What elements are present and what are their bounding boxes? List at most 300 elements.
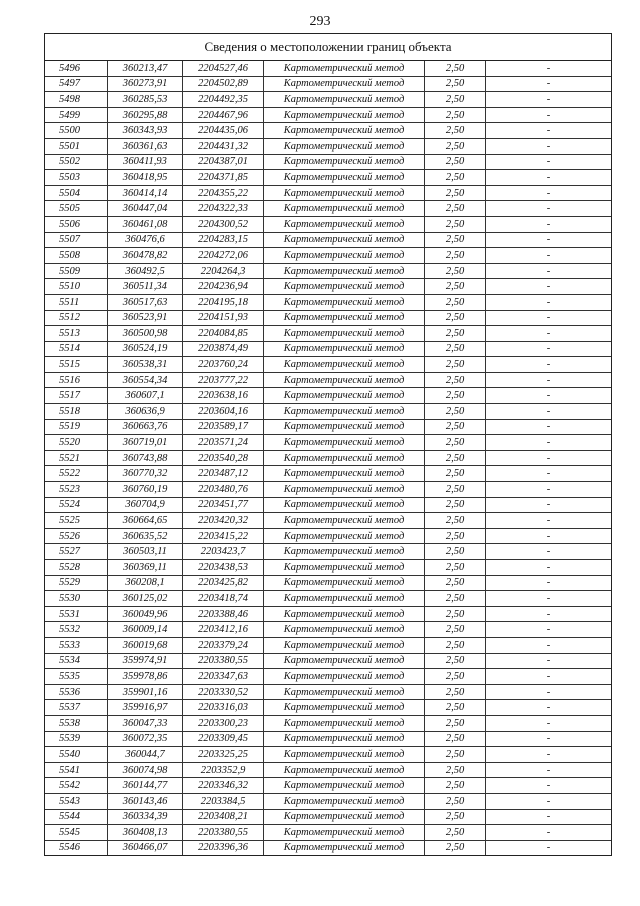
note-cell: -: [486, 263, 612, 279]
method-cell: Картометрический метод: [264, 653, 425, 669]
table-row: [45, 232, 611, 248]
method-cell: Картометрический метод: [264, 170, 425, 186]
table-row: [45, 372, 611, 388]
x-coordinate-cell: 360476,6: [108, 232, 183, 248]
x-coordinate-cell: 360554,34: [108, 372, 183, 388]
note-cell: -: [486, 684, 612, 700]
y-coordinate-cell: 2204151,93: [183, 310, 264, 326]
table-row: [45, 310, 611, 326]
accuracy-cell: 2,50: [425, 216, 486, 232]
note-cell: -: [486, 560, 612, 576]
x-coordinate-cell: 360072,35: [108, 731, 183, 747]
x-coordinate-cell: 360009,14: [108, 622, 183, 638]
note-cell: -: [486, 466, 612, 482]
point-number-cell: 5527: [45, 544, 108, 560]
note-cell: -: [486, 606, 612, 622]
method-cell: Картометрический метод: [264, 294, 425, 310]
point-number-cell: 5537: [45, 700, 108, 716]
table-row: [45, 419, 611, 435]
note-cell: -: [486, 185, 612, 201]
point-number-cell: 5508: [45, 248, 108, 264]
accuracy-cell: 2,50: [425, 606, 486, 622]
point-number-cell: 5539: [45, 731, 108, 747]
y-coordinate-cell: 2203380,55: [183, 825, 264, 841]
accuracy-cell: 2,50: [425, 809, 486, 825]
y-coordinate-cell: 2204236,94: [183, 279, 264, 295]
table-row: [45, 669, 611, 685]
table-row: [45, 825, 611, 841]
accuracy-cell: 2,50: [425, 372, 486, 388]
table-title: Сведения о местоположении границ объекта: [45, 34, 611, 61]
note-cell: -: [486, 123, 612, 139]
accuracy-cell: 2,50: [425, 684, 486, 700]
point-number-cell: 5526: [45, 528, 108, 544]
table-row: [45, 138, 611, 154]
note-cell: -: [486, 435, 612, 451]
table-row: [45, 684, 611, 700]
point-number-cell: 5519: [45, 419, 108, 435]
accuracy-cell: 2,50: [425, 731, 486, 747]
point-number-cell: 5546: [45, 840, 108, 855]
method-cell: Картометрический метод: [264, 497, 425, 513]
x-coordinate-cell: 360538,31: [108, 357, 183, 373]
table-row: [45, 435, 611, 451]
note-cell: -: [486, 731, 612, 747]
method-cell: Картометрический метод: [264, 575, 425, 591]
y-coordinate-cell: 2203420,32: [183, 513, 264, 529]
x-coordinate-cell: 360047,33: [108, 715, 183, 731]
table-row: [45, 731, 611, 747]
table-row: [45, 653, 611, 669]
x-coordinate-cell: 360208,1: [108, 575, 183, 591]
point-number-cell: 5522: [45, 466, 108, 482]
y-coordinate-cell: 2203388,46: [183, 606, 264, 622]
accuracy-cell: 2,50: [425, 497, 486, 513]
point-number-cell: 5528: [45, 560, 108, 576]
accuracy-cell: 2,50: [425, 653, 486, 669]
x-coordinate-cell: 360074,98: [108, 762, 183, 778]
table-row: [45, 404, 611, 420]
note-cell: -: [486, 372, 612, 388]
table-row: [45, 482, 611, 498]
y-coordinate-cell: 2203408,21: [183, 809, 264, 825]
note-cell: -: [486, 201, 612, 217]
table-row: [45, 92, 611, 108]
note-cell: -: [486, 310, 612, 326]
y-coordinate-cell: 2203874,49: [183, 341, 264, 357]
y-coordinate-cell: 2203571,24: [183, 435, 264, 451]
accuracy-cell: 2,50: [425, 825, 486, 841]
method-cell: Картометрический метод: [264, 341, 425, 357]
accuracy-cell: 2,50: [425, 232, 486, 248]
point-number-cell: 5520: [45, 435, 108, 451]
accuracy-cell: 2,50: [425, 107, 486, 123]
x-coordinate-cell: 360760,19: [108, 482, 183, 498]
note-cell: -: [486, 497, 612, 513]
table-row: [45, 76, 611, 92]
point-number-cell: 5501: [45, 138, 108, 154]
y-coordinate-cell: 2203300,23: [183, 715, 264, 731]
table-row: [45, 809, 611, 825]
accuracy-cell: 2,50: [425, 622, 486, 638]
method-cell: Картометрический метод: [264, 372, 425, 388]
point-number-cell: 5504: [45, 185, 108, 201]
x-coordinate-cell: 360414,14: [108, 185, 183, 201]
page-number: 293: [309, 14, 331, 29]
x-coordinate-cell: 360663,76: [108, 419, 183, 435]
note-cell: -: [486, 840, 612, 855]
table-row: [45, 201, 611, 217]
x-coordinate-cell: 360635,52: [108, 528, 183, 544]
note-cell: -: [486, 793, 612, 809]
table-body: [45, 61, 611, 855]
table-row: [45, 591, 611, 607]
accuracy-cell: 2,50: [425, 575, 486, 591]
note-cell: -: [486, 700, 612, 716]
accuracy-cell: 2,50: [425, 637, 486, 653]
y-coordinate-cell: 2203412,16: [183, 622, 264, 638]
note-cell: -: [486, 544, 612, 560]
x-coordinate-cell: 360466,07: [108, 840, 183, 855]
y-coordinate-cell: 2203384,5: [183, 793, 264, 809]
y-coordinate-cell: 2203325,25: [183, 747, 264, 763]
y-coordinate-cell: 2204435,06: [183, 123, 264, 139]
accuracy-cell: 2,50: [425, 466, 486, 482]
table-row: [45, 279, 611, 295]
x-coordinate-cell: 360343,93: [108, 123, 183, 139]
point-number-cell: 5502: [45, 154, 108, 170]
x-coordinate-cell: 360517,63: [108, 294, 183, 310]
accuracy-cell: 2,50: [425, 435, 486, 451]
method-cell: Картометрический метод: [264, 684, 425, 700]
note-cell: -: [486, 622, 612, 638]
y-coordinate-cell: 2204195,18: [183, 294, 264, 310]
y-coordinate-cell: 2204355,22: [183, 185, 264, 201]
method-cell: Картометрический метод: [264, 138, 425, 154]
y-coordinate-cell: 2203347,63: [183, 669, 264, 685]
y-coordinate-cell: 2204431,32: [183, 138, 264, 154]
note-cell: -: [486, 326, 612, 342]
point-number-cell: 5544: [45, 809, 108, 825]
method-cell: Картометрический метод: [264, 513, 425, 529]
x-coordinate-cell: 360743,88: [108, 450, 183, 466]
note-cell: -: [486, 653, 612, 669]
table-row: [45, 840, 611, 855]
note-cell: -: [486, 279, 612, 295]
point-number-cell: 5513: [45, 326, 108, 342]
point-number-cell: 5545: [45, 825, 108, 841]
y-coordinate-cell: 2203352,9: [183, 762, 264, 778]
accuracy-cell: 2,50: [425, 450, 486, 466]
point-number-cell: 5534: [45, 653, 108, 669]
note-cell: -: [486, 216, 612, 232]
x-coordinate-cell: 360500,98: [108, 326, 183, 342]
note-cell: -: [486, 715, 612, 731]
x-coordinate-cell: 360334,39: [108, 809, 183, 825]
note-cell: -: [486, 232, 612, 248]
method-cell: Картометрический метод: [264, 825, 425, 841]
method-cell: Картометрический метод: [264, 591, 425, 607]
point-number-cell: 5505: [45, 201, 108, 217]
x-coordinate-cell: 359901,16: [108, 684, 183, 700]
accuracy-cell: 2,50: [425, 138, 486, 154]
y-coordinate-cell: 2204387,01: [183, 154, 264, 170]
point-number-cell: 5499: [45, 107, 108, 123]
method-cell: Картометрический метод: [264, 388, 425, 404]
x-coordinate-cell: 360492,5: [108, 263, 183, 279]
method-cell: Картометрический метод: [264, 544, 425, 560]
note-cell: -: [486, 528, 612, 544]
method-cell: Картометрический метод: [264, 778, 425, 794]
y-coordinate-cell: 2203589,17: [183, 419, 264, 435]
accuracy-cell: 2,50: [425, 762, 486, 778]
y-coordinate-cell: 2203330,52: [183, 684, 264, 700]
method-cell: Картометрический метод: [264, 793, 425, 809]
x-coordinate-cell: 360704,9: [108, 497, 183, 513]
x-coordinate-cell: 360447,04: [108, 201, 183, 217]
method-cell: Картометрический метод: [264, 560, 425, 576]
accuracy-cell: 2,50: [425, 700, 486, 716]
point-number-cell: 5540: [45, 747, 108, 763]
table-row: [45, 216, 611, 232]
table-row: [45, 294, 611, 310]
x-coordinate-cell: 360664,65: [108, 513, 183, 529]
y-coordinate-cell: 2204300,52: [183, 216, 264, 232]
x-coordinate-cell: 360770,32: [108, 466, 183, 482]
point-number-cell: 5507: [45, 232, 108, 248]
y-coordinate-cell: 2203760,24: [183, 357, 264, 373]
point-number-cell: 5525: [45, 513, 108, 529]
accuracy-cell: 2,50: [425, 482, 486, 498]
table-row: [45, 185, 611, 201]
x-coordinate-cell: 359916,97: [108, 700, 183, 716]
method-cell: Картометрический метод: [264, 606, 425, 622]
y-coordinate-cell: 2203316,03: [183, 700, 264, 716]
y-coordinate-cell: 2203309,45: [183, 731, 264, 747]
method-cell: Картометрический метод: [264, 482, 425, 498]
table-row: [45, 154, 611, 170]
x-coordinate-cell: 360503,11: [108, 544, 183, 560]
table-row: [45, 326, 611, 342]
point-number-cell: 5509: [45, 263, 108, 279]
x-coordinate-cell: 360524,19: [108, 341, 183, 357]
x-coordinate-cell: 360044,7: [108, 747, 183, 763]
table-row: [45, 528, 611, 544]
accuracy-cell: 2,50: [425, 248, 486, 264]
x-coordinate-cell: 360478,82: [108, 248, 183, 264]
y-coordinate-cell: 2203487,12: [183, 466, 264, 482]
x-coordinate-cell: 360295,88: [108, 107, 183, 123]
method-cell: Картометрический метод: [264, 92, 425, 108]
accuracy-cell: 2,50: [425, 341, 486, 357]
method-cell: Картометрический метод: [264, 404, 425, 420]
accuracy-cell: 2,50: [425, 294, 486, 310]
method-cell: Картометрический метод: [264, 840, 425, 855]
point-number-cell: 5521: [45, 450, 108, 466]
accuracy-cell: 2,50: [425, 669, 486, 685]
table-row: [45, 248, 611, 264]
accuracy-cell: 2,50: [425, 715, 486, 731]
accuracy-cell: 2,50: [425, 201, 486, 217]
point-number-cell: 5517: [45, 388, 108, 404]
x-coordinate-cell: 360049,96: [108, 606, 183, 622]
y-coordinate-cell: 2203423,7: [183, 544, 264, 560]
method-cell: Картометрический метод: [264, 419, 425, 435]
table-row: [45, 606, 611, 622]
table-row: [45, 793, 611, 809]
table-row: [45, 762, 611, 778]
method-cell: Картометрический метод: [264, 123, 425, 139]
x-coordinate-cell: 360418,95: [108, 170, 183, 186]
y-coordinate-cell: 2203425,82: [183, 575, 264, 591]
accuracy-cell: 2,50: [425, 793, 486, 809]
x-coordinate-cell: 360511,34: [108, 279, 183, 295]
accuracy-cell: 2,50: [425, 61, 486, 76]
method-cell: Картометрический метод: [264, 232, 425, 248]
method-cell: Картометрический метод: [264, 466, 425, 482]
point-number-cell: 5511: [45, 294, 108, 310]
point-number-cell: 5512: [45, 310, 108, 326]
x-coordinate-cell: 360411,93: [108, 154, 183, 170]
x-coordinate-cell: 360285,53: [108, 92, 183, 108]
table-row: [45, 123, 611, 139]
y-coordinate-cell: 2203438,53: [183, 560, 264, 576]
accuracy-cell: 2,50: [425, 404, 486, 420]
note-cell: -: [486, 762, 612, 778]
method-cell: Картометрический метод: [264, 310, 425, 326]
x-coordinate-cell: 360607,1: [108, 388, 183, 404]
table-row: [45, 357, 611, 373]
accuracy-cell: 2,50: [425, 170, 486, 186]
table-row: [45, 170, 611, 186]
method-cell: Картометрический метод: [264, 263, 425, 279]
table-row: [45, 575, 611, 591]
x-coordinate-cell: 360461,08: [108, 216, 183, 232]
point-number-cell: 5510: [45, 279, 108, 295]
point-number-cell: 5500: [45, 123, 108, 139]
note-cell: -: [486, 92, 612, 108]
y-coordinate-cell: 2204371,85: [183, 170, 264, 186]
y-coordinate-cell: 2204502,89: [183, 76, 264, 92]
method-cell: Картометрический метод: [264, 450, 425, 466]
note-cell: -: [486, 76, 612, 92]
y-coordinate-cell: 2203396,36: [183, 840, 264, 855]
table-row: [45, 466, 611, 482]
point-number-cell: 5532: [45, 622, 108, 638]
note-cell: -: [486, 154, 612, 170]
y-coordinate-cell: 2203418,74: [183, 591, 264, 607]
x-coordinate-cell: 360143,46: [108, 793, 183, 809]
accuracy-cell: 2,50: [425, 544, 486, 560]
point-number-cell: 5541: [45, 762, 108, 778]
note-cell: -: [486, 637, 612, 653]
point-number-cell: 5515: [45, 357, 108, 373]
point-number-cell: 5503: [45, 170, 108, 186]
table-row: [45, 107, 611, 123]
table-row: [45, 544, 611, 560]
y-coordinate-cell: 2204322,33: [183, 201, 264, 217]
y-coordinate-cell: 2203480,76: [183, 482, 264, 498]
table-row: [45, 388, 611, 404]
y-coordinate-cell: 2204467,96: [183, 107, 264, 123]
y-coordinate-cell: 2203777,22: [183, 372, 264, 388]
coordinates-table: [45, 61, 611, 855]
point-number-cell: 5529: [45, 575, 108, 591]
x-coordinate-cell: 360144,77: [108, 778, 183, 794]
note-cell: -: [486, 357, 612, 373]
y-coordinate-cell: 2203346,32: [183, 778, 264, 794]
x-coordinate-cell: 360361,63: [108, 138, 183, 154]
y-coordinate-cell: 2204283,15: [183, 232, 264, 248]
method-cell: Картометрический метод: [264, 185, 425, 201]
y-coordinate-cell: 2203638,16: [183, 388, 264, 404]
point-number-cell: 5498: [45, 92, 108, 108]
method-cell: Картометрический метод: [264, 201, 425, 217]
accuracy-cell: 2,50: [425, 778, 486, 794]
y-coordinate-cell: 2203415,22: [183, 528, 264, 544]
note-cell: -: [486, 778, 612, 794]
y-coordinate-cell: 2204084,85: [183, 326, 264, 342]
x-coordinate-cell: 360636,9: [108, 404, 183, 420]
note-cell: -: [486, 669, 612, 685]
table-row: [45, 450, 611, 466]
table-row: [45, 263, 611, 279]
accuracy-cell: 2,50: [425, 326, 486, 342]
point-number-cell: 5533: [45, 637, 108, 653]
point-number-cell: 5496: [45, 61, 108, 76]
x-coordinate-cell: 359974,91: [108, 653, 183, 669]
x-coordinate-cell: 360213,47: [108, 61, 183, 76]
point-number-cell: 5497: [45, 76, 108, 92]
accuracy-cell: 2,50: [425, 419, 486, 435]
y-coordinate-cell: 2203380,55: [183, 653, 264, 669]
accuracy-cell: 2,50: [425, 123, 486, 139]
table-row: [45, 497, 611, 513]
accuracy-cell: 2,50: [425, 388, 486, 404]
accuracy-cell: 2,50: [425, 92, 486, 108]
accuracy-cell: 2,50: [425, 263, 486, 279]
point-number-cell: 5516: [45, 372, 108, 388]
point-number-cell: 5514: [45, 341, 108, 357]
accuracy-cell: 2,50: [425, 279, 486, 295]
method-cell: Картометрический метод: [264, 747, 425, 763]
y-coordinate-cell: 2204264,3: [183, 263, 264, 279]
point-number-cell: 5531: [45, 606, 108, 622]
method-cell: Картометрический метод: [264, 279, 425, 295]
method-cell: Картометрический метод: [264, 61, 425, 76]
note-cell: -: [486, 107, 612, 123]
accuracy-cell: 2,50: [425, 154, 486, 170]
x-coordinate-cell: 360719,01: [108, 435, 183, 451]
accuracy-cell: 2,50: [425, 357, 486, 373]
point-number-cell: 5506: [45, 216, 108, 232]
point-number-cell: 5535: [45, 669, 108, 685]
method-cell: Картометрический метод: [264, 248, 425, 264]
method-cell: Картометрический метод: [264, 107, 425, 123]
method-cell: Картометрический метод: [264, 715, 425, 731]
note-cell: -: [486, 248, 612, 264]
method-cell: Картометрический метод: [264, 700, 425, 716]
y-coordinate-cell: 2204492,35: [183, 92, 264, 108]
method-cell: Картометрический метод: [264, 622, 425, 638]
table-row: [45, 513, 611, 529]
point-number-cell: 5518: [45, 404, 108, 420]
x-coordinate-cell: 360273,91: [108, 76, 183, 92]
point-number-cell: 5538: [45, 715, 108, 731]
accuracy-cell: 2,50: [425, 310, 486, 326]
method-cell: Картометрический метод: [264, 731, 425, 747]
boundary-table: [44, 33, 612, 856]
